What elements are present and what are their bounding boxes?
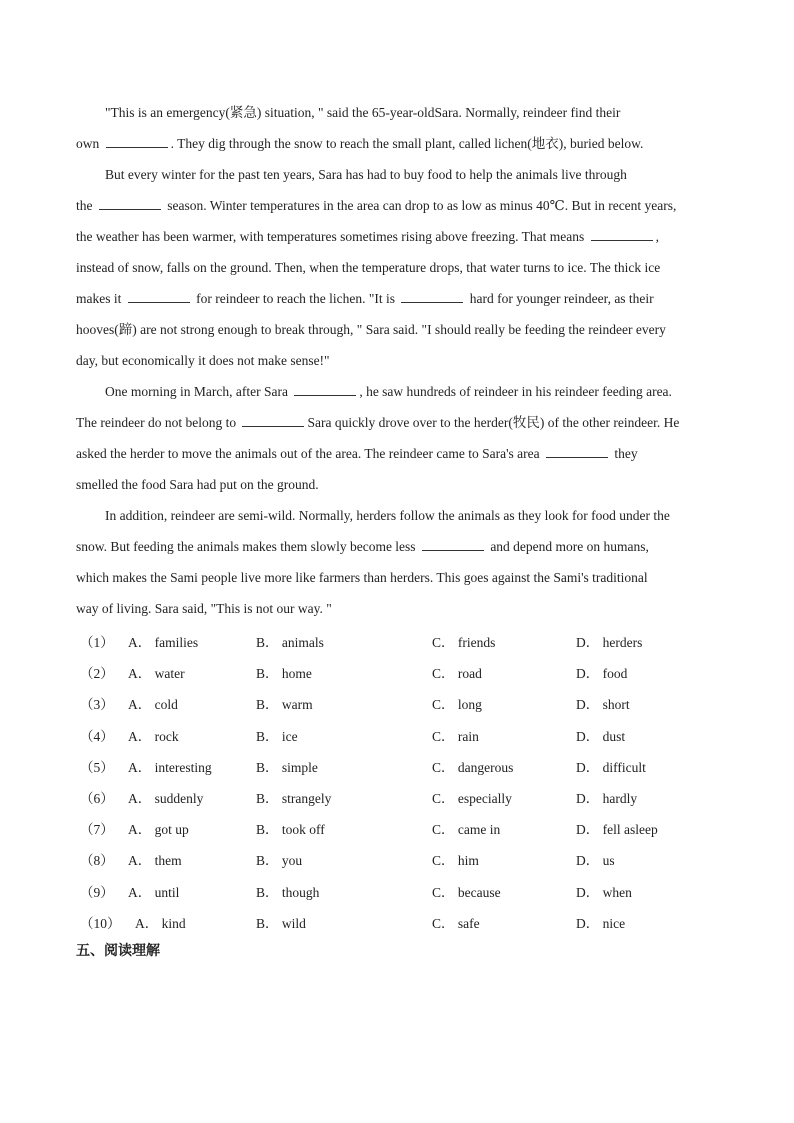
option-c[interactable]: C． because xyxy=(432,884,501,900)
passage-line xyxy=(76,562,724,593)
option-a[interactable]: A． rock xyxy=(128,728,179,744)
passage-text: the xyxy=(76,198,93,213)
question-number: （1） xyxy=(80,635,114,650)
passage-text: snow. But feeding the animals makes them slowly become less xyxy=(76,539,416,554)
passage-text: they xyxy=(614,446,638,461)
option-d[interactable]: D． difficult xyxy=(576,759,646,775)
option-c[interactable]: C． rain xyxy=(432,728,479,744)
passage-line xyxy=(76,128,724,159)
option-b[interactable]: B． strangely xyxy=(256,790,332,806)
answer-blank-2[interactable] xyxy=(99,198,161,210)
answer-blank-10[interactable] xyxy=(422,539,484,551)
answer-blank-1[interactable] xyxy=(106,136,168,148)
option-b[interactable]: B． ice xyxy=(256,728,298,744)
passage-text: for reindeer to reach the lichen. "It is xyxy=(196,291,396,306)
question-number: （2） xyxy=(80,666,114,682)
answer-blank-5[interactable] xyxy=(401,291,463,303)
reading-passage xyxy=(76,97,724,624)
option-b[interactable]: B． warm xyxy=(256,697,313,713)
question-row xyxy=(80,689,720,720)
passage-text: instead of snow, falls on the ground. Then, when the temperature drops, that water turns to ice. The thick ice xyxy=(76,260,661,275)
question-row xyxy=(80,814,720,845)
option-d[interactable]: D． fell asleep xyxy=(576,822,658,838)
option-c[interactable]: C． him xyxy=(432,853,479,869)
passage-text: , he saw hundreds of reindeer in his reindeer feeding area. xyxy=(359,384,672,399)
option-d[interactable]: D． short xyxy=(576,697,630,713)
question-row xyxy=(80,721,720,752)
option-a[interactable]: A． them xyxy=(128,853,182,869)
option-d[interactable]: D． hardly xyxy=(576,790,638,806)
option-b[interactable]: B． wild xyxy=(256,915,306,931)
option-c[interactable]: C． especially xyxy=(432,790,512,806)
question-number: （6） xyxy=(80,790,114,806)
option-c[interactable]: C． came in xyxy=(432,822,501,838)
passage-line xyxy=(76,97,724,128)
option-a[interactable]: A． suddenly xyxy=(128,790,204,806)
question-row xyxy=(80,658,720,689)
answer-blank-4[interactable] xyxy=(128,291,190,303)
option-c[interactable]: C． safe xyxy=(432,915,480,931)
question-number: （9） xyxy=(80,884,114,900)
option-c[interactable]: C． friends xyxy=(432,635,496,650)
passage-text: hooves(蹄) are not strong enough to break through, " Sara said. "I should really be feeding the reindeer every xyxy=(76,322,666,337)
answer-blank-9[interactable] xyxy=(546,446,608,458)
passage-line xyxy=(76,438,724,469)
passage-text: own xyxy=(76,136,100,151)
passage-line xyxy=(76,190,724,221)
passage-text: hard for younger reindeer, as their xyxy=(469,291,654,306)
option-c[interactable]: C． road xyxy=(432,666,482,682)
passage-line xyxy=(76,376,724,407)
passage-text: , xyxy=(655,229,660,244)
section-heading: 五、阅读理解 xyxy=(76,943,160,959)
answer-options xyxy=(80,627,720,939)
option-d[interactable]: D． when xyxy=(576,884,632,900)
question-number: （10） xyxy=(80,915,121,931)
option-c[interactable]: C． dangerous xyxy=(432,759,514,775)
passage-text: The reindeer do not belong to xyxy=(76,415,237,430)
option-b[interactable]: B． animals xyxy=(256,635,324,650)
passage-line xyxy=(76,500,724,531)
passage-line xyxy=(76,314,724,345)
question-number: （8） xyxy=(80,853,114,869)
question-row xyxy=(80,845,720,876)
passage-line xyxy=(76,407,724,438)
option-b[interactable]: B． simple xyxy=(256,759,318,775)
question-number: （7） xyxy=(80,822,114,838)
question-row xyxy=(80,877,720,908)
passage-text: makes it xyxy=(76,291,122,306)
question-row xyxy=(80,627,720,658)
option-b[interactable]: B． took off xyxy=(256,822,325,838)
passage-line xyxy=(76,221,724,252)
question-row xyxy=(80,908,720,939)
question-number: （4） xyxy=(80,728,114,744)
question-number: （5） xyxy=(80,759,114,775)
option-d[interactable]: D． dust xyxy=(576,728,626,744)
passage-text: smelled the food Sara had put on the ground. xyxy=(76,477,319,492)
passage-text: season. Winter temperatures in the area can drop to as low as minus 40℃. But in recent years, xyxy=(167,198,677,213)
answer-blank-8[interactable] xyxy=(242,415,304,427)
passage-line xyxy=(76,593,724,624)
passage-text: . They dig through the snow to reach the small plant, called lichen(地衣), buried below. xyxy=(170,136,644,151)
passage-line xyxy=(76,345,724,376)
option-d[interactable]: D． herders xyxy=(576,635,643,650)
option-a[interactable]: A． got up xyxy=(128,822,189,838)
passage-line xyxy=(76,252,724,283)
option-c[interactable]: C． long xyxy=(432,697,482,713)
option-a[interactable]: A． families xyxy=(128,635,199,650)
passage-text: which makes the Sami people live more like farmers than herders. This goes against the Sami's traditional xyxy=(76,570,648,585)
answer-blank-3[interactable] xyxy=(591,229,653,241)
passage-text: the weather has been warmer, with temperatures sometimes rising above freezing. That means xyxy=(76,229,585,244)
option-d[interactable]: D． food xyxy=(576,666,628,682)
option-b[interactable]: B． home xyxy=(256,666,312,682)
passage-text: way of living. Sara said, "This is not our way. " xyxy=(76,601,332,616)
passage-text: "This is an emergency(紧急) situation, " said the 65-year-oldSara. Normally, reindeer find their xyxy=(105,105,621,120)
option-a[interactable]: A． cold xyxy=(128,697,178,713)
passage-line xyxy=(76,469,724,500)
option-a[interactable]: A． water xyxy=(128,666,185,682)
passage-text: But every winter for the past ten years, Sara has had to buy food to help the animals live through xyxy=(105,167,627,182)
answer-blank-6[interactable] xyxy=(294,384,356,396)
passage-text: asked the herder to move the animals out of the area. The reindeer came to Sara's area xyxy=(76,446,540,461)
question-row xyxy=(80,783,720,814)
question-number: （3） xyxy=(80,697,114,713)
option-b[interactable]: B． though xyxy=(256,884,320,900)
passage-line xyxy=(76,531,724,562)
passage-text: In addition, reindeer are semi-wild. Normally, herders follow the animals as they look for food under the xyxy=(105,508,670,523)
option-d[interactable]: D． nice xyxy=(576,915,626,931)
option-a[interactable]: A． kind xyxy=(135,915,186,931)
passage-line xyxy=(76,159,724,190)
option-d[interactable]: D． us xyxy=(576,853,615,869)
option-b[interactable]: B． you xyxy=(256,853,303,869)
passage-text: Sara quickly drove over to the herder(牧民) of the other reindeer. He xyxy=(307,415,680,430)
passage-text: day, but economically it does not make sense!" xyxy=(76,353,330,368)
passage-line xyxy=(76,283,724,314)
passage-text: One morning in March, after Sara xyxy=(105,384,288,399)
question-row xyxy=(80,752,720,783)
option-a[interactable]: A． until xyxy=(128,884,180,900)
option-a[interactable]: A． interesting xyxy=(128,759,212,775)
passage-text: and depend more on humans, xyxy=(490,539,649,554)
